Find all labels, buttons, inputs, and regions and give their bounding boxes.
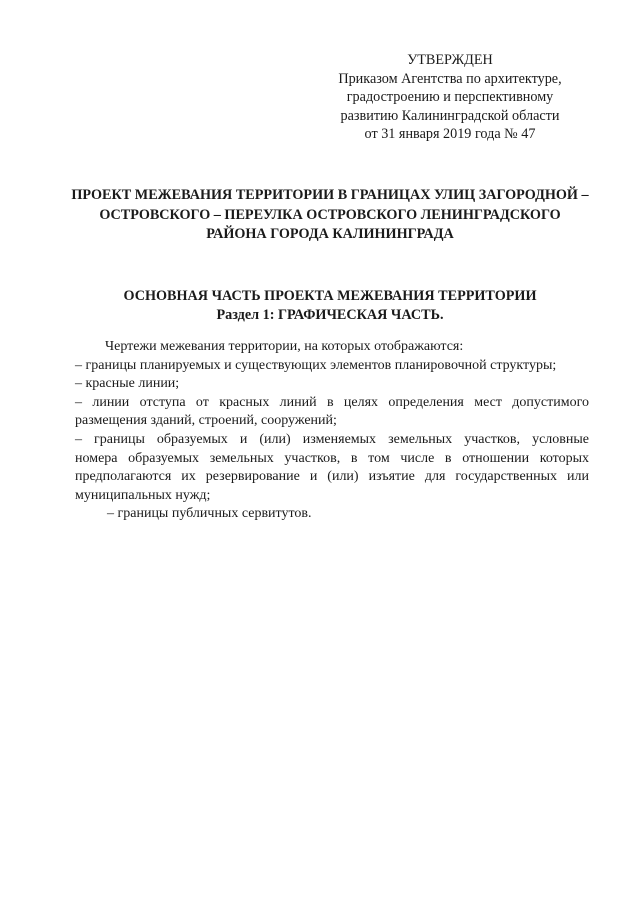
list-item: – линии отступа от красных линий в целях определения мест допустимого — [75, 394, 589, 410]
approval-stamp — [300, 51, 600, 144]
section-subtitle: Раздел 1: ГРАФИЧЕСКАЯ ЧАСТЬ. — [216, 306, 444, 323]
section-title: ОСНОВНАЯ ЧАСТЬ ПРОЕКТА МЕЖЕВАНИЯ ТЕРРИТОРИИ — [123, 288, 537, 304]
approval-line: от 31 января 2019 года № 47 — [364, 126, 536, 143]
title-line: ПРОЕКТ МЕЖЕВАНИЯ ТЕРРИТОРИИ В ГРАНИЦАХ УЛИЦ ЗАГОРОДНОЙ – — [71, 187, 589, 203]
list-item: – красные линии; — [75, 376, 180, 392]
intro-paragraph: Чертежи межевания территории, на которых отображаются: — [105, 339, 464, 354]
list-item-continuation: муниципальных нужд; — [75, 487, 211, 503]
approval-heading: УТВЕРЖДЕН — [407, 52, 493, 68]
list-item: – границы публичных сервитутов. — [107, 506, 312, 522]
list-item-continuation: предполагаются их резервирование и (или) изъятие для государственных или — [75, 469, 589, 485]
section-heading — [40, 287, 620, 324]
list-item: – границы планируемых и существующих элементов планировочной структуры; — [75, 357, 557, 373]
approval-line: Приказом Агентства по архитектуре, — [338, 70, 562, 87]
list-item-continuation: номера образуемых земельных участков, в том числе в отношении которых — [75, 450, 589, 466]
list-item-continuation: размещения зданий, строений, сооружений; — [75, 413, 337, 429]
body-text — [75, 338, 589, 524]
approval-line: градостроению и перспективному — [346, 89, 554, 106]
approval-line: развитию Калининградской области — [340, 107, 560, 124]
title-line: РАЙОНА ГОРОДА КАЛИНИНГРАДА — [206, 226, 454, 242]
document-title — [40, 186, 620, 245]
title-line: ОСТРОВСКОГО – ПЕРЕУЛКА ОСТРОВСКОГО ЛЕНИНГРАДСКОГО — [99, 206, 561, 223]
list-item: – границы образуемых и (или) изменяемых земельных участков, условные — [75, 431, 589, 447]
